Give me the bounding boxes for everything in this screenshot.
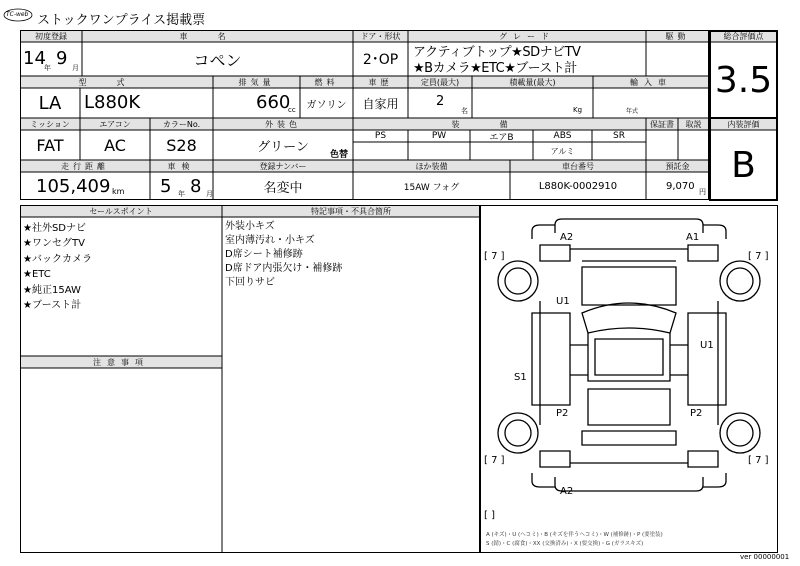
label-door-type: ドア・形状 bbox=[360, 31, 401, 41]
tire-mark-rear-left: [ 7 ] bbox=[484, 455, 505, 466]
deposit-value: 9,070 bbox=[666, 181, 695, 192]
label-inspection: 車検 bbox=[167, 161, 196, 171]
label-drive: 駆動 bbox=[665, 31, 690, 41]
unit-km: km bbox=[112, 187, 125, 196]
unit-year: 年 bbox=[44, 64, 51, 72]
label-overall-score: 総合評価点 bbox=[723, 31, 764, 41]
special-note: D席シート補修跡 bbox=[225, 249, 303, 260]
label-load: 積載量(最大) bbox=[509, 77, 556, 87]
equip-header-ps: PS bbox=[374, 131, 387, 141]
car-name: コペン bbox=[193, 50, 242, 70]
sales-point: ★ETC bbox=[23, 269, 51, 281]
fuel-value: ガソリン bbox=[306, 99, 347, 111]
inspection-month: 8 bbox=[190, 176, 202, 197]
label-import: 輸入車 bbox=[630, 77, 672, 87]
tire-mark-front-left: [ 7 ] bbox=[484, 251, 505, 262]
history-value: 自家用 bbox=[362, 96, 399, 111]
door-type: 2･OP bbox=[362, 52, 399, 68]
legend-line1: A (キズ)・U (ヘコミ)・B (キズを伴うヘコミ)・W (補修跡)・P (要塗装) bbox=[486, 532, 663, 538]
mission-value: FAT bbox=[36, 135, 64, 155]
special-note: D席ドア内張欠け・補修跡 bbox=[225, 263, 343, 274]
label-aircon: エアコン bbox=[99, 119, 131, 129]
label-color-no: カラーNo. bbox=[162, 119, 201, 129]
label-model: 型式 bbox=[78, 77, 155, 87]
mark-u1-left: U1 bbox=[556, 296, 570, 307]
reg-number-value: 名変中 bbox=[263, 180, 303, 196]
label-exterior-color: 外装色 bbox=[265, 119, 301, 129]
label-manual: 取説 bbox=[685, 119, 702, 129]
vehicle-info-table bbox=[20, 30, 709, 200]
legend-line2: S (錆)・C (腐食)・XX (交換済み)・X (要交換)・G (ガラスキズ) bbox=[486, 541, 644, 547]
unit-insp-month: 月 bbox=[206, 190, 213, 198]
special-note: 外装小キズ bbox=[225, 221, 275, 232]
color-value: グリーン bbox=[257, 139, 309, 155]
label-first-reg: 初度登録 bbox=[35, 31, 67, 41]
mark-s1-left: S1 bbox=[514, 372, 527, 383]
color-no-value: S28 bbox=[166, 135, 197, 155]
unit-cc: cc bbox=[288, 106, 296, 114]
label-car-name: 車名 bbox=[179, 31, 256, 41]
sales-point: ★純正15AW bbox=[23, 284, 81, 296]
color-note: 色替 bbox=[330, 150, 349, 160]
label-mileage: 走行距離 bbox=[61, 161, 109, 171]
mark-a2-rear: A2 bbox=[560, 486, 574, 497]
sales-point: ★バックカメラ bbox=[23, 253, 92, 265]
page-title: ストックワンプライス掲載票 bbox=[37, 13, 206, 28]
label-other-equip: ほか装備 bbox=[415, 161, 448, 171]
label-deposit: 預託金 bbox=[665, 161, 690, 171]
sales-point: ★ワンセグTV bbox=[23, 238, 85, 250]
inspection-year: 5 bbox=[160, 176, 172, 197]
mark-p2-right: P2 bbox=[690, 408, 703, 419]
label-chassis-no: 車台番号 bbox=[562, 161, 594, 171]
chassis-no-value: L880K-0002910 bbox=[538, 180, 618, 192]
first-reg-year: 14 bbox=[23, 48, 46, 69]
special-note: 室内薄汚れ・小キズ bbox=[225, 235, 315, 246]
special-notes-list bbox=[225, 220, 342, 290]
label-notes: 注意事項 bbox=[93, 357, 149, 367]
label-reg-number: 登録ナンバー bbox=[259, 161, 307, 171]
score-panel bbox=[709, 30, 778, 201]
sales-points-list bbox=[23, 221, 92, 313]
mileage-value: 105,409 bbox=[36, 176, 111, 197]
model-code: L880K bbox=[84, 92, 141, 113]
label-displacement: 排気量 bbox=[238, 77, 275, 87]
other-equip-value: 15AW フォグ bbox=[403, 182, 460, 193]
label-grade: グレード bbox=[499, 31, 555, 41]
label-capacity: 定員(最大) bbox=[420, 77, 460, 87]
tire-mark-rear-right: [ 7 ] bbox=[748, 455, 769, 466]
equip-header-sr: SR bbox=[613, 131, 625, 141]
unit-yen: 円 bbox=[699, 188, 706, 196]
aircon-value: AC bbox=[104, 135, 126, 155]
mark-p2-left: P2 bbox=[556, 408, 569, 419]
unit-model-year: 年式 bbox=[626, 108, 639, 115]
label-fuel: 燃料 bbox=[314, 77, 339, 87]
unit-person: 名 bbox=[461, 107, 468, 115]
brand-logo bbox=[3, 8, 33, 22]
equip-header-abs: ABS bbox=[553, 131, 572, 141]
model-prefix: LA bbox=[38, 92, 62, 114]
label-equipment: 装備 bbox=[451, 119, 548, 129]
label-mission: ミッション bbox=[30, 119, 70, 129]
displacement-value: 660 bbox=[256, 92, 291, 113]
special-note: 下回りサビ bbox=[225, 277, 275, 288]
label-interior-score: 内装評価 bbox=[727, 119, 760, 129]
label-warranty: 保証書 bbox=[650, 119, 674, 129]
mark-u1-right: U1 bbox=[700, 340, 714, 351]
interior-score-value: B bbox=[731, 144, 756, 186]
tire-mark-front-right: [ 7 ] bbox=[748, 251, 769, 262]
label-sales-points: セールスポイント bbox=[89, 206, 153, 216]
mark-a2-front: A2 bbox=[560, 232, 574, 243]
damage-diagram bbox=[480, 205, 778, 553]
overall-score-value: 3.5 bbox=[714, 59, 773, 101]
lower-panels bbox=[20, 205, 480, 553]
unit-kg: Kg bbox=[573, 106, 583, 114]
first-reg-month: 9 bbox=[56, 48, 68, 69]
label-history: 車歴 bbox=[368, 77, 393, 87]
unit-insp-year: 年 bbox=[178, 190, 185, 198]
grade-line2: ★Bカメラ★ETC★ブースト計 bbox=[413, 61, 577, 76]
sales-point: ★ブースト計 bbox=[23, 300, 82, 312]
equip-header-pw: PW bbox=[431, 131, 447, 141]
equip-value-alumi: アルミ bbox=[550, 146, 575, 156]
version-label: ver 00000001 bbox=[740, 553, 790, 561]
capacity-value: 2 bbox=[436, 94, 445, 109]
label-special-notes: 特記事項・不具合箇所 bbox=[311, 206, 391, 216]
unit-month: 月 bbox=[72, 64, 79, 72]
spare-tire-mark: [ ] bbox=[484, 510, 495, 521]
logo-text: TC-web bbox=[6, 11, 29, 18]
sales-point: ★社外SDナビ bbox=[23, 223, 87, 234]
grade-line1: アクティブトップ★SDナビTV bbox=[413, 45, 581, 60]
mark-a1-front: A1 bbox=[686, 232, 700, 243]
equip-header-airbag: エアB bbox=[489, 132, 514, 143]
